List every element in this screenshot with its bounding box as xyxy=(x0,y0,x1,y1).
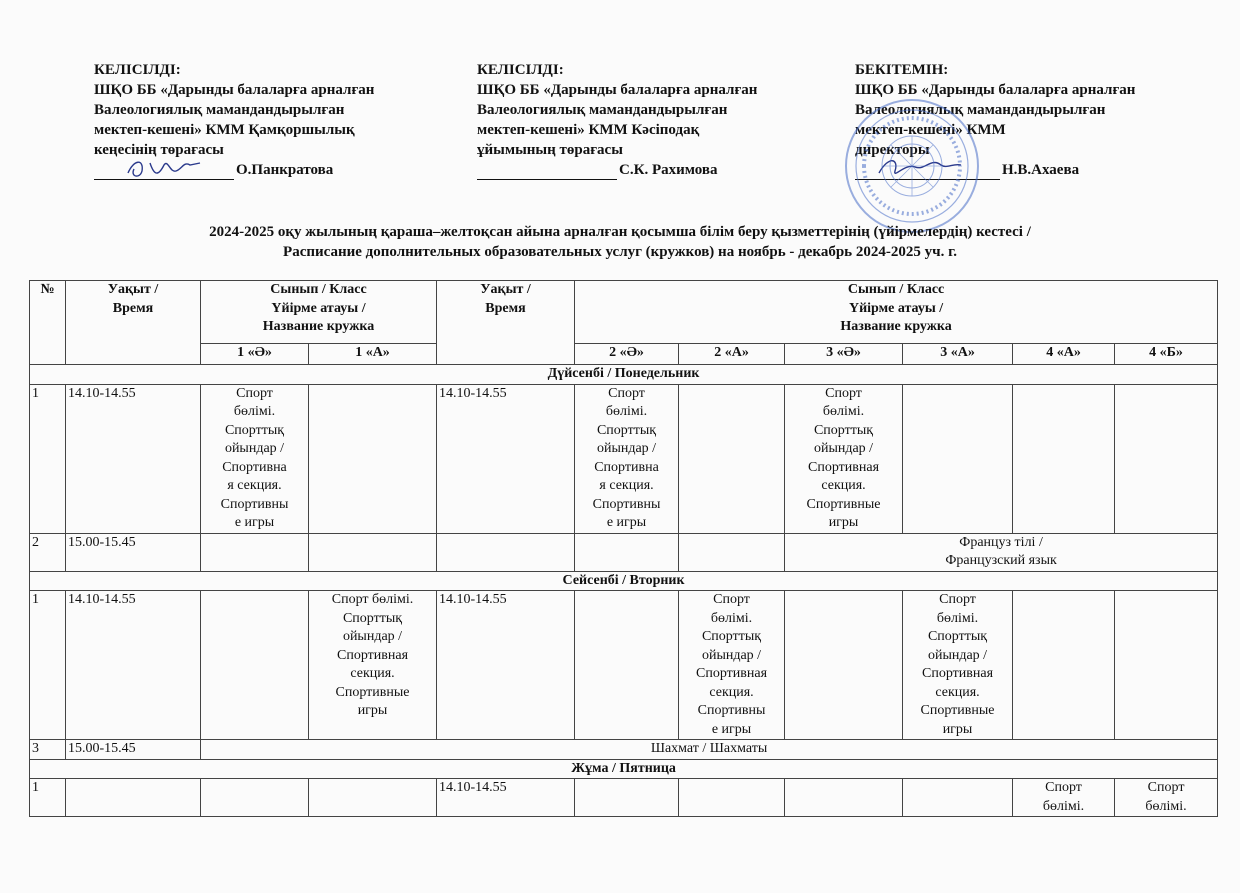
activity-cell: Спорт бөлімі. Спорттық ойындар / Спортивная секция. Спортивны е игры xyxy=(679,591,785,740)
time-cell: 14.10-14.55 xyxy=(66,591,201,740)
empty-cell xyxy=(1115,591,1218,740)
signatory-name: С.К. Рахимова xyxy=(619,162,718,178)
day-label: Дүйсенбі / Понедельник xyxy=(30,365,1218,385)
activity-cell: Спорт бөлімі. Спорттық ойындар / Спортивна я секция. Спортивны е игры xyxy=(201,384,309,533)
row-number: 3 xyxy=(30,740,66,760)
activity-cell-french: Француз тілі / Французский язык xyxy=(785,533,1218,571)
empty-cell xyxy=(309,384,437,533)
class-header: 1 «Ә» xyxy=(201,344,309,365)
empty-cell xyxy=(1115,384,1218,533)
empty-cell xyxy=(201,779,309,817)
day-row-monday xyxy=(30,365,1218,385)
row-number: 1 xyxy=(30,384,66,533)
row-number: 1 xyxy=(30,591,66,740)
empty-cell xyxy=(309,779,437,817)
approval-org-line: Валеологиялық мамандандырылған xyxy=(477,102,728,118)
activity-cell: Спорт бөлімі. Спорттық ойындар / Спортивная секция. Спортивные игры xyxy=(309,591,437,740)
signatory-name: Н.В.Ахаева xyxy=(1002,162,1080,178)
row-number: 1 xyxy=(30,779,66,817)
approval-org-line: мектеп-кешені» КММ Кәсіподақ xyxy=(477,122,700,138)
approval-heading: КЕЛІСІЛДІ: xyxy=(477,62,564,78)
approval-role: кеңесінің төрағасы xyxy=(94,142,224,158)
approval-org-line: мектеп-кешені» КММ xyxy=(855,122,1006,138)
header-time-left: Уақыт / Время xyxy=(66,281,201,365)
handwritten-signature xyxy=(124,155,204,181)
row-number: 2 xyxy=(30,533,66,571)
time-cell: 15.00-15.45 xyxy=(66,740,201,760)
approval-org-line: Валеологиялық мамандандырылған xyxy=(94,102,345,118)
activity-cell: Спорт бөлімі. Спорттық ойындар / Спортивна я секция. Спортивны е игры xyxy=(575,384,679,533)
class-header: 3 «А» xyxy=(903,344,1013,365)
activity-cell-chess: Шахмат / Шахматы xyxy=(201,740,1218,760)
title-russian: Расписание дополнительных образовательных услуг (кружков) на ноябрь - декабрь 2024-2025 уч. г. xyxy=(283,244,957,260)
time-cell: 15.00-15.45 xyxy=(66,533,201,571)
time-cell: 14.10-14.55 xyxy=(437,779,575,817)
approval-heading: КЕЛІСІЛДІ: xyxy=(94,62,181,78)
class-header: 2 «Ә» xyxy=(575,344,679,365)
empty-cell xyxy=(903,779,1013,817)
empty-cell xyxy=(903,384,1013,533)
table-row xyxy=(30,779,1218,817)
approval-org-line: Валеологиялық мамандандырылған xyxy=(855,102,1106,118)
time-cell: 14.10-14.55 xyxy=(437,384,575,533)
empty-cell xyxy=(1013,384,1115,533)
approval-block-union xyxy=(477,60,827,180)
official-seal-icon xyxy=(842,96,982,236)
approval-heading: БЕКІТЕМІН: xyxy=(855,62,949,78)
approval-org-line: ШҚО ББ «Дарынды балаларға арналған xyxy=(477,82,758,98)
approval-block-trustees xyxy=(94,60,454,180)
title-kazakh: 2024-2025 оқу жылының қараша–желтоқсан айына арналған қосымша білім беру қызметтерінің (үйірмелердің) кестесі / xyxy=(209,224,1031,240)
header-time-right: Уақыт / Время xyxy=(437,281,575,365)
day-label: Сейсенбі / Вторник xyxy=(30,571,1218,591)
empty-cell xyxy=(679,533,785,571)
header-class-left: Сынып / Класс Үйірме атауы / Название кружка xyxy=(201,281,437,344)
class-header: 1 «А» xyxy=(309,344,437,365)
class-header: 4 «А» xyxy=(1013,344,1115,365)
empty-cell xyxy=(437,533,575,571)
empty-cell xyxy=(575,779,679,817)
header-class-right: Сынып / Класс Үйірме атауы / Название кружка xyxy=(575,281,1218,344)
day-row-friday xyxy=(30,759,1218,779)
schedule-table xyxy=(29,280,1218,817)
approval-org-line: ШҚО ББ «Дарынды балаларға арналған xyxy=(855,82,1136,98)
table-row xyxy=(30,384,1218,533)
document-title xyxy=(0,222,1240,262)
empty-cell xyxy=(785,779,903,817)
time-cell: 14.10-14.55 xyxy=(437,591,575,740)
signatory-name: О.Панкратова xyxy=(236,162,334,178)
empty-cell xyxy=(785,591,903,740)
empty-cell xyxy=(66,779,201,817)
activity-cell: Спорт бөлімі. Спорттық ойындар / Спортивная секция. Спортивные игры xyxy=(903,591,1013,740)
approval-org-line: ШҚО ББ «Дарынды балаларға арналған xyxy=(94,82,375,98)
signature-line xyxy=(94,163,234,180)
empty-cell xyxy=(679,779,785,817)
class-header: 2 «А» xyxy=(679,344,785,365)
day-row-tuesday xyxy=(30,571,1218,591)
empty-cell xyxy=(201,591,309,740)
activity-cell: Спорт бөлімі. Спорттық ойындар / Спортивная секция. Спортивные игры xyxy=(785,384,903,533)
approval-role: директоры xyxy=(855,142,930,158)
header-number: № xyxy=(30,281,66,365)
class-header: 4 «Б» xyxy=(1115,344,1218,365)
approval-role: ұйымының төрағасы xyxy=(477,142,623,158)
time-cell: 14.10-14.55 xyxy=(66,384,201,533)
activity-cell: Спорт бөлімі. xyxy=(1115,779,1218,817)
class-header: 3 «Ә» xyxy=(785,344,903,365)
empty-cell xyxy=(201,533,309,571)
empty-cell xyxy=(575,533,679,571)
table-row xyxy=(30,533,1218,571)
empty-cell xyxy=(679,384,785,533)
signature-line xyxy=(477,163,617,180)
table-row xyxy=(30,591,1218,740)
empty-cell xyxy=(309,533,437,571)
empty-cell xyxy=(1013,591,1115,740)
day-label: Жұма / Пятница xyxy=(30,759,1218,779)
activity-cell: Спорт бөлімі. xyxy=(1013,779,1115,817)
empty-cell xyxy=(575,591,679,740)
table-row xyxy=(30,740,1218,760)
approval-org-line: мектеп-кешені» КММ Қамқоршылық xyxy=(94,122,355,138)
